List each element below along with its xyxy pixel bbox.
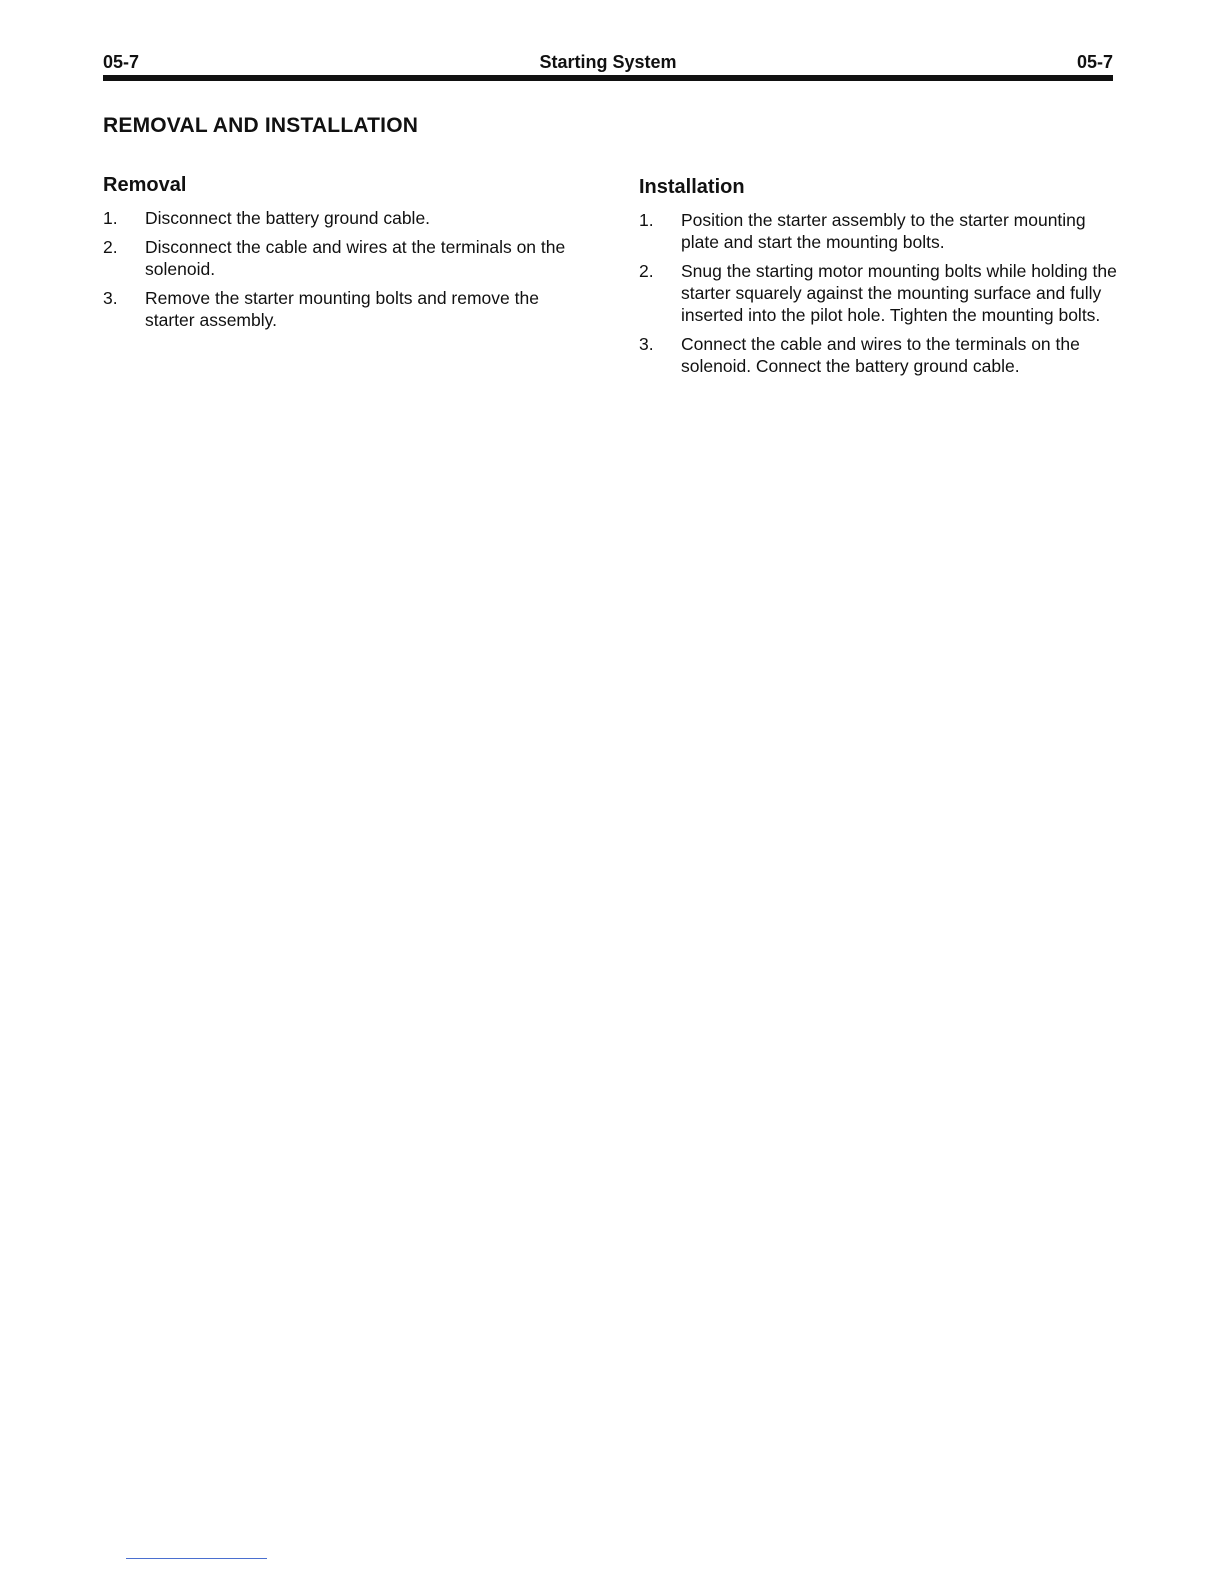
step-text: Connect the cable and wires to the terminals on the solenoid. Connect the battery ground cable. xyxy=(681,334,1080,376)
step-text: Disconnect the battery ground cable. xyxy=(145,208,431,228)
step-text: Disconnect the cable and wires at the terminals on the solenoid. xyxy=(145,237,566,279)
installation-heading: Installation xyxy=(639,176,745,198)
page-number-left: 05-7 xyxy=(103,52,140,72)
page-header xyxy=(103,52,1113,74)
step-text: Remove the starter mounting bolts and remove the starter assembly. xyxy=(145,288,539,330)
step-number: 2. xyxy=(103,237,118,257)
step-number: 2. xyxy=(639,261,654,281)
step-number: 1. xyxy=(639,210,654,230)
step-number: 3. xyxy=(103,288,118,308)
step-text: Snug the starting motor mounting bolts while holding the starter squarely against the mounting surface and fully inserted into the pilot hole. Tighten the mounting bolts. xyxy=(681,261,1117,325)
step-number: 1. xyxy=(103,208,118,228)
installation-step-2 xyxy=(639,260,1119,326)
removal-step-2 xyxy=(103,236,573,280)
page-number-right: 05-7 xyxy=(1076,52,1113,72)
footer-rule xyxy=(126,1558,267,1559)
removal-step-1 xyxy=(103,207,573,229)
section-title-header: Starting System xyxy=(539,52,677,72)
removal-column xyxy=(103,174,573,338)
installation-step-3 xyxy=(639,333,1119,377)
installation-step-1 xyxy=(639,209,1119,253)
installation-steps xyxy=(639,209,1119,377)
removal-steps xyxy=(103,207,573,331)
installation-column xyxy=(639,174,1119,384)
page-title: REMOVAL AND INSTALLATION xyxy=(103,114,419,137)
header-rule xyxy=(103,75,1113,81)
removal-heading: Removal xyxy=(103,174,187,196)
step-number: 3. xyxy=(639,334,654,354)
removal-step-3 xyxy=(103,287,573,331)
step-text: Position the starter assembly to the starter mounting plate and start the mounting bolts. xyxy=(681,210,1086,252)
